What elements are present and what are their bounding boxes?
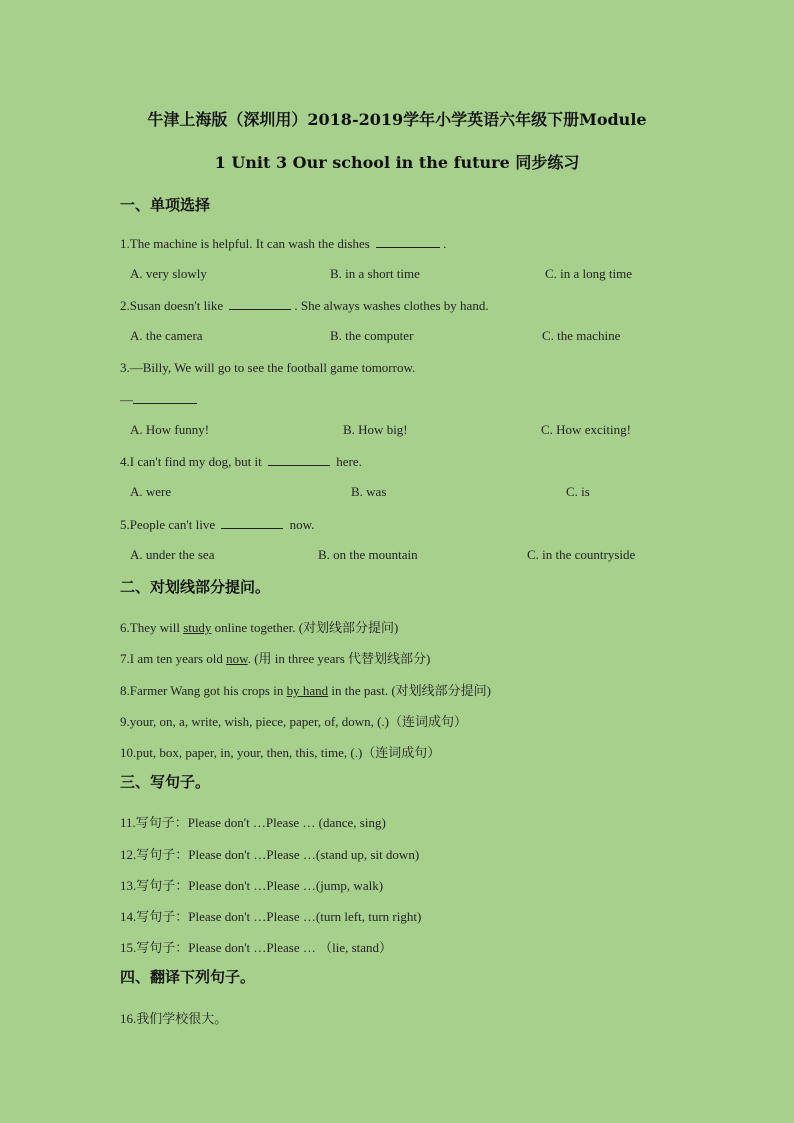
question-2-text: 2.Susan doesn't like	[120, 298, 227, 313]
answer-blank	[268, 453, 330, 466]
worksheet-title-line1: 牛津上海版（深圳用）2018-2019学年小学英语六年级下册Module	[147, 110, 647, 129]
q4-option-b: B. was	[351, 484, 387, 499]
answer-blank	[376, 235, 440, 248]
question-14: 14.写句子：Please don't …Please …(turn left, turn right)	[120, 909, 422, 924]
answer-blank	[229, 297, 291, 310]
question-5	[120, 516, 314, 533]
question-12: 12.写句子：Please don't …Please …(stand up, sit down)	[120, 847, 420, 862]
section-heading-translate: 四、翻译下列句子。	[120, 968, 256, 986]
question-5-text: 5.People can't live	[120, 517, 219, 532]
question-4-end: here.	[332, 454, 362, 469]
q4-option-c: C. is	[566, 484, 590, 499]
question-1	[120, 235, 446, 252]
question-11: 11.写句子：Please don't …Please … (dance, sing)	[120, 815, 386, 830]
question-4	[120, 453, 362, 470]
q3-option-c: C. How exciting!	[541, 422, 631, 437]
section-heading-write-sentences: 三、写句子。	[120, 773, 211, 791]
question-16: 16.我们学校很大。	[120, 1011, 228, 1026]
question-5-end: now.	[286, 517, 315, 532]
question-9: 9.your, on, a, write, wish, piece, paper, of, down, (.)（连词成句）	[120, 714, 467, 729]
q4-option-a: A. were	[130, 484, 172, 499]
question-6-instruction: online together. (对划线部分提问)	[211, 620, 399, 635]
underlined-word: study	[183, 620, 212, 635]
question-8-text: 8.Farmer Wang got his crops in	[120, 683, 287, 698]
question-2-end: . She always washes clothes by hand.	[294, 298, 489, 313]
q5-option-a: A. under the sea	[130, 547, 215, 562]
dash: —	[120, 392, 133, 407]
question-3-response	[120, 391, 200, 408]
question-6	[120, 617, 398, 636]
underlined-word: by hand	[286, 683, 329, 698]
question-7-text: 7.I am ten years old	[120, 651, 227, 666]
q2-option-a: A. the camera	[130, 328, 203, 343]
question-7-instruction: . (用 in three years 代替划线部分)	[247, 651, 431, 666]
question-1-text: 1.The machine is helpful. It can wash the dishes	[120, 236, 374, 251]
question-8-instruction: in the past. (对划线部分提问)	[328, 683, 491, 698]
q1-option-b: B. in a short time	[330, 266, 420, 281]
question-15: 15.写句子：Please don't …Please … （lie, stand）	[120, 940, 393, 955]
section-heading-ask-underlined: 二、对划线部分提问。	[120, 578, 271, 596]
question-4-text: 4.I can't find my dog, but it	[120, 454, 265, 469]
q1-option-a: A. very slowly	[130, 266, 207, 281]
answer-blank	[221, 516, 283, 529]
q5-option-b: B. on the mountain	[318, 547, 418, 562]
underlined-word: now	[226, 651, 248, 666]
question-6-text: 6.They will	[120, 620, 184, 635]
q3-option-a: A. How funny!	[130, 422, 210, 437]
worksheet-title-line2: 1 Unit 3 Our school in the future 同步练习	[214, 153, 580, 172]
question-7	[120, 648, 430, 667]
question-13: 13.写句子：Please don't …Please …(jump, walk)	[120, 878, 384, 893]
q5-option-c: C. in the countryside	[527, 547, 636, 562]
section-heading-multiple-choice: 一、单项选择	[120, 196, 211, 214]
question-1-end: .	[443, 236, 447, 251]
q1-option-c: C. in a long time	[545, 266, 633, 281]
question-2	[120, 297, 489, 314]
q3-option-b: B. How big!	[343, 422, 408, 437]
q2-option-c: C. the machine	[542, 328, 621, 343]
question-3: 3.—Billy, We will go to see the football game tomorrow.	[120, 360, 416, 375]
q2-option-b: B. the computer	[330, 328, 414, 343]
answer-blank	[133, 391, 197, 404]
question-10: 10.put, box, paper, in, your, then, this, time, (.)（连词成句）	[120, 745, 441, 760]
question-8	[120, 680, 491, 699]
